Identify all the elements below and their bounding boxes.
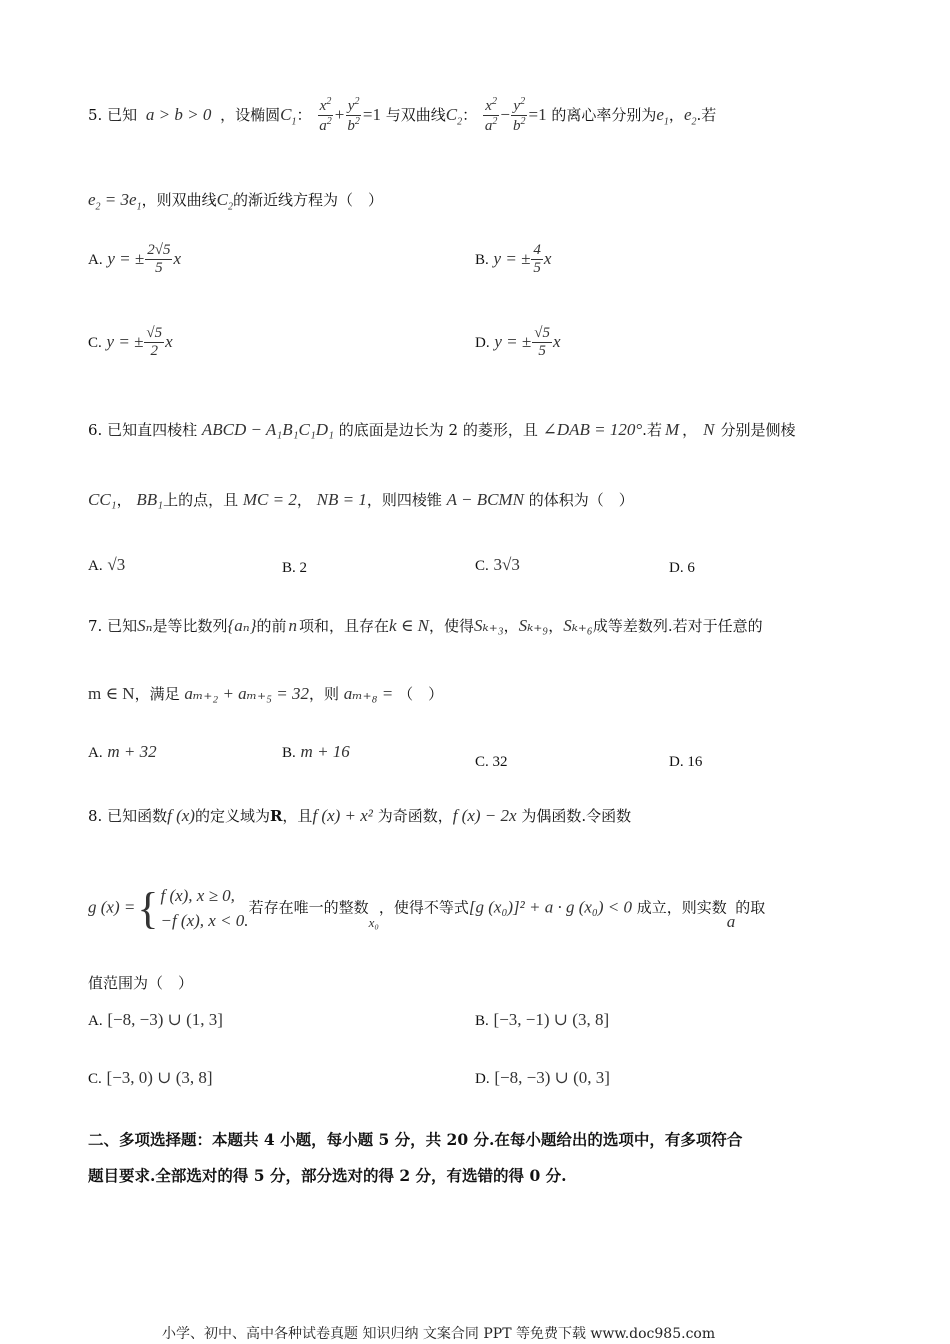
q8-line3-text: 值范围为（ ） xyxy=(88,974,194,992)
q7-equation: aₘ₊₂ + aₘ₊₅ = 32 xyxy=(184,684,309,703)
question-7-line2 xyxy=(88,684,443,704)
q8-option-a[interactable] xyxy=(88,1010,223,1030)
q7-s3: Sₖ₊₆ xyxy=(563,616,593,635)
option-post: x xyxy=(173,248,182,268)
q8-gx: g (x) = xyxy=(88,897,136,917)
option-label: B. 2 xyxy=(282,560,308,576)
option-label: A. xyxy=(88,558,103,574)
ellipse-x-fraction: $\frac{x^2}{a^2}$ xyxy=(319,96,332,135)
q6-text1: 的底面是边长为 2 的菱形，且 xyxy=(338,421,538,439)
ellipse-y-fraction: $\frac{y^2}{b^2}$ xyxy=(347,96,360,135)
q7-s2: Sₖ₊₉ xyxy=(518,616,549,635)
section-2-heading: 二、多项选择题：本题共 4 小题，每小题 5 分，共 20 分.在每小题给出的选项中，有多项符合 xyxy=(88,1130,743,1149)
option-value: 3√3 xyxy=(493,555,520,574)
q7-number: 7. 已知 xyxy=(88,617,138,635)
q8-case2: −f (x), x < 0. xyxy=(160,910,249,930)
option-label: C. xyxy=(88,1071,102,1087)
q6-mc: MC = 2 xyxy=(242,490,297,509)
q6-line2-text2: ，则四棱锥 xyxy=(366,491,442,509)
option-label: C. 32 xyxy=(475,754,508,770)
q7-line2-text2: ，则 xyxy=(308,685,339,703)
q6-comma: ， xyxy=(682,421,698,439)
q5-option-b[interactable] xyxy=(475,242,551,278)
question-7-line1: 7. 已知Sₙ是等比数列{aₙ}的前 n 项和，且存在k ∈ N，使得Sₖ₊₃，Sₖ₊₉，Sₖ₊₆成等差数列.若对于任意的 xyxy=(88,616,763,635)
q6-comma2: ， xyxy=(116,491,132,509)
q7-s1: Sₖ₊₃ xyxy=(474,616,504,635)
q8-text3: 为奇函数， xyxy=(377,807,453,825)
option-value: [−3, −1) ∪ (3, 8] xyxy=(493,1010,610,1029)
q7-text2: 的前 xyxy=(256,617,287,635)
q5-sep: ， xyxy=(668,105,684,124)
question-6-line2 xyxy=(88,490,634,510)
q8-number: 8. 已知函数 xyxy=(88,807,168,825)
q8-x0: x₀ xyxy=(368,914,379,930)
option-label: D. 6 xyxy=(669,560,695,576)
q6-bb1: BB₁ xyxy=(136,490,164,509)
q6-comma3: ， xyxy=(296,491,312,509)
q7-text4: ，使得 xyxy=(429,617,475,635)
q8-text4: 为偶函数.令函数 xyxy=(521,807,632,825)
option-label: A. xyxy=(88,251,103,268)
option-fraction: $\frac{√5}{2}$ xyxy=(146,325,163,360)
q6-number: 6. 已知直四棱柱 xyxy=(88,421,198,439)
q5-colon2: ： xyxy=(462,105,478,124)
option-label: A. xyxy=(88,745,103,761)
q7-text1: 是等比数列 xyxy=(152,617,228,635)
q6-cc1: CC₁ xyxy=(88,490,117,509)
q8-line2-text3: 成立，则实数 xyxy=(636,898,727,917)
q8-even-expr: f (x) − 2x xyxy=(452,806,517,825)
q8-case1: f (x), x ≥ 0, xyxy=(160,886,235,905)
q5-number: 5. 已知 xyxy=(88,105,138,124)
q7-sn: Sₙ xyxy=(137,616,153,635)
q5-e2-eq: $e_2 = 3e_1$ xyxy=(88,190,142,213)
q6-option-a[interactable] xyxy=(88,555,125,575)
q6-pyramid: A − BCMN xyxy=(446,490,524,509)
q8-a: a xyxy=(726,911,736,931)
hyperbola-y-fraction: $\frac{y^2}{b^2}$ xyxy=(512,96,526,135)
q8-option-c[interactable] xyxy=(88,1068,213,1088)
q5-colon: ： xyxy=(296,105,312,124)
q5-line2-c2: $C_2$ xyxy=(216,190,233,213)
q6-option-b[interactable] xyxy=(282,558,307,577)
q8-option-d[interactable] xyxy=(475,1068,610,1088)
q5-text3: 的离心率分别为 xyxy=(551,105,657,124)
q6-angle: ∠DAB = 120° xyxy=(542,420,643,439)
q5-e1: $e_1$ xyxy=(656,104,669,128)
hyperbola-x-fraction: $\frac{x^2}{a^2}$ xyxy=(484,96,498,135)
q6-line2-text1: 上的点，且 xyxy=(163,491,239,509)
q7-text3: 项和，且存在 xyxy=(299,617,390,635)
q7-line2-text3: （ ） xyxy=(398,685,444,703)
q7-option-d[interactable] xyxy=(669,752,702,771)
q8-fx: f (x) xyxy=(167,806,195,825)
question-5-line2 xyxy=(88,190,383,213)
option-label: D. xyxy=(475,334,490,351)
q7-line2-text1: ，满足 xyxy=(134,685,180,703)
q8-inequality: [g (x₀)]² + a · g (x₀) < 0 xyxy=(468,897,632,917)
option-label: D. xyxy=(475,1071,490,1087)
q5-c2: $C_2$ xyxy=(445,104,463,128)
q5-text1: ，设椭圆 xyxy=(220,105,281,124)
question-8-line2 xyxy=(88,884,765,933)
q6-line2-text3: 的体积为（ ） xyxy=(528,491,634,509)
option-label: B. xyxy=(475,1013,489,1029)
question-8-line3 xyxy=(88,974,193,992)
q7-n: n xyxy=(288,616,298,635)
option-value: [−8, −3) ∪ (0, 3] xyxy=(494,1068,610,1087)
q6-n: N xyxy=(703,420,715,439)
option-label: B. xyxy=(475,251,489,268)
question-5-line1: 5. 已知 a > b > 0 ，设椭圆$C_1$： $\frac{x^2}{a^2}$ + $\frac{y^2}{b^2}$ =1 与双曲线$C_2$： $\frac{x^2}{a^2}$ − $\frac{y^2}{b^2}$ =1 的离心率分别为$e_1$，$e_2$.若 xyxy=(88,96,717,135)
piecewise-definition: { f (x), x ≥ 0, −f (x), x < 0. xyxy=(137,883,249,933)
q6-option-c[interactable] xyxy=(475,555,520,575)
q6-m: M xyxy=(664,420,680,439)
q5-e2: $e_2$ xyxy=(683,104,697,128)
option-fraction: $\frac{√5}{5}$ xyxy=(534,325,550,360)
q8-option-b[interactable] xyxy=(475,1010,609,1030)
q8-line2-text2: ，使得不等式 xyxy=(378,898,469,917)
question-6-line1 xyxy=(88,420,796,440)
q6-prism: ABCD − A₁B₁C₁D₁ xyxy=(201,420,334,439)
option-post: x xyxy=(552,331,561,351)
option-post: x xyxy=(543,248,552,268)
q5-condition: a > b > 0 xyxy=(145,104,212,124)
q7-am8: aₘ₊₈ = xyxy=(343,684,394,703)
q6-text2: .若 xyxy=(642,421,662,439)
section-2-instructions: 题目要求.全部选对的得 5 分，部分选对的得 2 分，有选错的得 0 分. xyxy=(88,1166,567,1185)
q7-option-c[interactable] xyxy=(475,752,508,771)
q8-odd-expr: f (x) + x² xyxy=(312,806,373,825)
option-value: √3 xyxy=(107,555,126,574)
q5-option-d[interactable] xyxy=(475,325,561,361)
option-pre: y = ± xyxy=(106,331,144,351)
q8-r: R xyxy=(269,807,283,825)
q8-text2: ，且 xyxy=(282,807,313,825)
q7-text5: 成等差数列.若对于任意的 xyxy=(592,617,763,635)
q7-m: m ∈ N xyxy=(88,684,135,703)
option-value: m + 16 xyxy=(300,742,350,761)
q7-option-b[interactable] xyxy=(282,742,350,762)
q8-line2-text4: 的取 xyxy=(735,898,766,917)
option-fraction: $\frac{4}{5}$ xyxy=(533,242,541,277)
option-label: B. xyxy=(282,745,296,761)
q7-option-a[interactable] xyxy=(88,742,157,762)
q6-text3: 分别是侧棱 xyxy=(720,421,796,439)
q5-option-c[interactable] xyxy=(88,325,173,361)
q5-option-a[interactable] xyxy=(88,242,181,278)
option-pre: y = ± xyxy=(493,248,531,268)
option-post: x xyxy=(165,331,173,351)
question-8-line1 xyxy=(88,806,631,826)
option-label: A. xyxy=(88,1013,103,1029)
option-value: m + 32 xyxy=(107,742,157,761)
option-fraction: $\frac{2√5}{5}$ xyxy=(147,242,171,277)
option-value: [−3, 0) ∪ (3, 8] xyxy=(106,1068,213,1087)
option-pre: y = ± xyxy=(494,331,532,351)
q7-an: {aₙ} xyxy=(227,616,257,635)
q5-line2-text2: 的渐近线方程为（ ） xyxy=(232,191,383,209)
q5-c1: $C_1$ xyxy=(280,104,297,128)
q5-text4: .若 xyxy=(696,105,717,124)
option-label: C. xyxy=(88,334,102,351)
option-label: D. 16 xyxy=(669,754,703,770)
q7-k: k ∈ N xyxy=(389,616,429,635)
q8-text1: 的定义域为 xyxy=(194,807,270,825)
q8-line2-text1: 若存在唯一的整数 xyxy=(248,898,369,917)
q5-line2-text: ，则双曲线 xyxy=(141,191,217,209)
page-footer: 小学、初中、高中各种试卷真题 知识归纳 文案合同 PPT 等免费下载 www.doc985.com xyxy=(162,1326,716,1342)
q6-option-d[interactable] xyxy=(669,558,695,577)
option-pre: y = ± xyxy=(107,248,145,268)
q6-nb: NB = 1 xyxy=(316,490,367,509)
option-label: C. xyxy=(475,558,489,574)
option-value: [−8, −3) ∪ (1, 3] xyxy=(107,1010,223,1029)
q5-text2: 与双曲线 xyxy=(385,105,446,124)
